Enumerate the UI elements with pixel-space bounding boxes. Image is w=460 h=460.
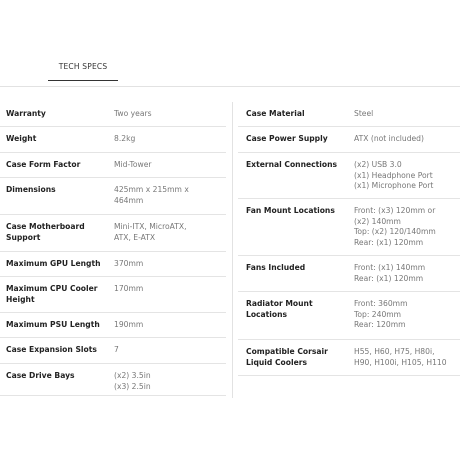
- spec-value: 425mm x 215mm x 464mm: [114, 185, 189, 205]
- spec-row-dimensions: [0, 178, 226, 215]
- spec-row-power-supply: [238, 127, 460, 153]
- spec-label: Maximum CPU Cooler Height: [6, 284, 98, 304]
- specs-right-column: [238, 102, 460, 376]
- spec-value: 8.2kg: [114, 134, 136, 143]
- spec-label: Radiator Mount Locations: [246, 299, 313, 319]
- spec-value: ATX (not included): [354, 134, 424, 143]
- spec-label: Case Power Supply: [246, 134, 328, 143]
- spec-label: Fan Mount Locations: [246, 206, 335, 215]
- spec-row-fans-included: [238, 256, 460, 292]
- spec-row-cpu-cooler-height: [0, 277, 226, 313]
- spec-value: Steel: [354, 109, 374, 118]
- tab-tech-specs[interactable]: TECH SPECS: [48, 62, 118, 81]
- spec-value: Mid-Tower: [114, 160, 152, 169]
- spec-row-form-factor: [0, 153, 226, 178]
- spec-value: 370mm: [114, 259, 144, 268]
- spec-label: Compatible Corsair Liquid Coolers: [246, 347, 328, 367]
- spec-label: Case Drive Bays: [6, 371, 75, 380]
- spec-row-warranty: [0, 102, 226, 127]
- spec-label: Dimensions: [6, 185, 56, 194]
- spec-label: Case Form Factor: [6, 160, 81, 169]
- spec-label: Case Expansion Slots: [6, 345, 97, 354]
- specs-left-column: [0, 102, 226, 396]
- spec-value: Mini-ITX, MicroATX, ATX, E-ATX: [114, 222, 187, 242]
- tab-underline-rule: [0, 86, 460, 87]
- spec-value: 170mm: [114, 284, 144, 293]
- column-divider: [232, 102, 233, 398]
- spec-value: (x2) USB 3.0 (x1) Headphone Port (x1) Microphone Port: [354, 160, 434, 191]
- spec-row-radiator-mount-locations: [238, 292, 460, 340]
- spec-label: Weight: [6, 134, 37, 143]
- spec-label: Warranty: [6, 109, 46, 118]
- spec-row-compatible-coolers: [238, 340, 460, 376]
- spec-row-case-material: [238, 102, 460, 127]
- spec-row-expansion-slots: [0, 338, 226, 364]
- spec-value: Two years: [114, 109, 152, 118]
- spec-value: H55, H60, H75, H80i, H90, H100i, H105, H110: [354, 347, 447, 367]
- spec-row-external-connections: [238, 153, 460, 199]
- spec-value: Front: 360mm Top: 240mm Rear: 120mm: [354, 299, 408, 330]
- spec-row-drive-bays: [0, 364, 226, 396]
- spec-row-fan-mount-locations: [238, 199, 460, 256]
- spec-label: Case Motherboard Support: [6, 222, 85, 242]
- spec-value: Front: (x3) 120mm or (x2) 140mm Top: (x2) 120/140mm Rear: (x1) 120mm: [354, 206, 436, 247]
- spec-label: External Connections: [246, 160, 338, 169]
- spec-row-gpu-length: [0, 252, 226, 277]
- spec-label: Fans Included: [246, 263, 306, 272]
- spec-row-weight: [0, 127, 226, 153]
- spec-value: 190mm: [114, 320, 144, 329]
- spec-value: 7: [114, 345, 119, 354]
- spec-value: (x2) 3.5in (x3) 2.5in: [114, 371, 151, 391]
- spec-row-psu-length: [0, 313, 226, 338]
- spec-row-motherboard-support: [0, 215, 226, 252]
- spec-label: Maximum PSU Length: [6, 320, 100, 329]
- spec-value: Front: (x1) 140mm Rear: (x1) 120mm: [354, 263, 426, 283]
- spec-label: Maximum GPU Length: [6, 259, 101, 268]
- spec-label: Case Material: [246, 109, 305, 118]
